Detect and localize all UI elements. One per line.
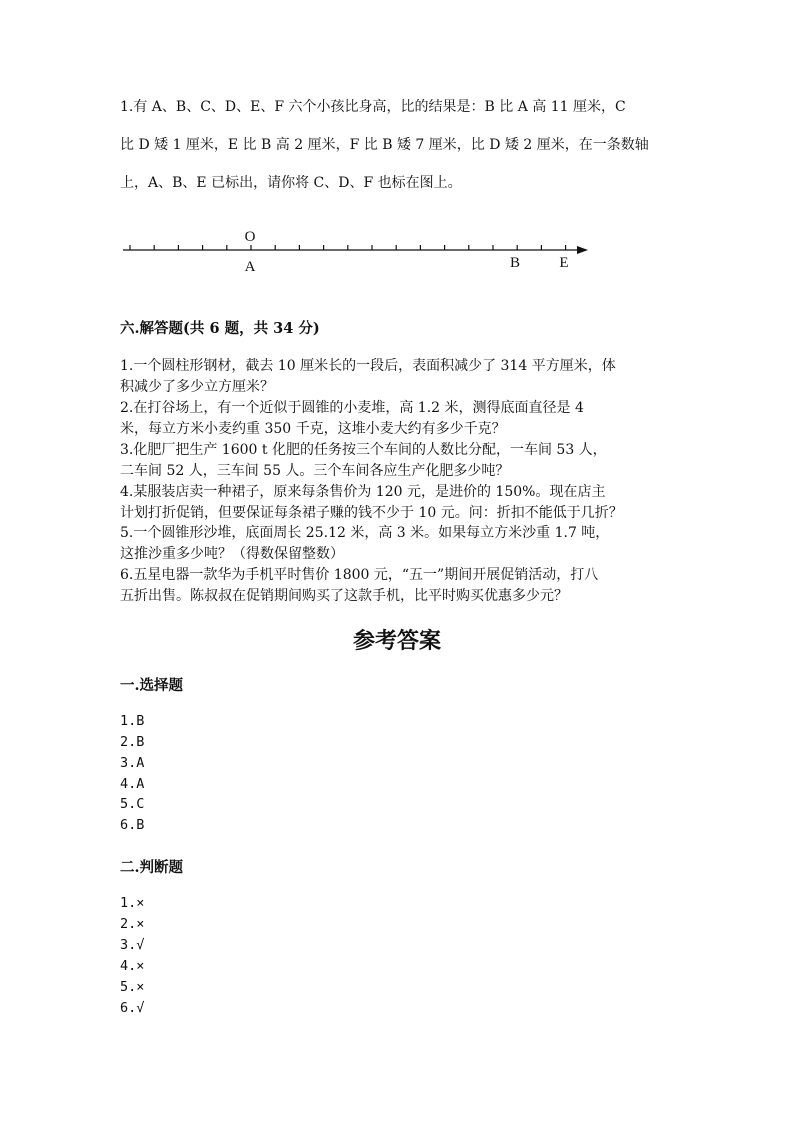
point-label-b: B — [509, 255, 521, 271]
question-3-line-2: 二车间 52 人，三车间 55 人。三个车间各应生产化肥多少吨？ — [120, 463, 510, 479]
problem-text-line-1: 1.有 A、B、C、D、E、F 六个小孩比身高，比的结果是：B 比 A 高 11 厘米，C — [120, 99, 626, 115]
problem-text-line-2: 比 D 矮 1 厘米，E 比 B 高 2 厘米，F 比 B 矮 7 厘米，比 D 矮 2 厘米，在一条数轴 — [120, 137, 649, 153]
question-2-line-2: 米，每立方米小麦约重 350 千克，这堆小麦大约有多少千克？ — [120, 421, 506, 437]
choice-heading: 一.选择题 — [120, 677, 184, 694]
judge-answer-1: 1.× — [120, 895, 145, 911]
question-6-line-2: 五折出售。陈叔叔在促销期间购买了这款手机，比平时购买优惠多少元？ — [120, 588, 568, 604]
number-line-ticks — [130, 245, 566, 250]
origin-label: O — [244, 229, 256, 245]
question-5-line-2: 这推沙重多少吨？（得数保留整数） — [120, 546, 344, 562]
question-1-line-2: 积减少了多少立方厘米？ — [120, 379, 274, 395]
point-label-e: E — [559, 255, 569, 271]
number-line-arrow — [577, 246, 588, 254]
point-label-a: A — [244, 259, 256, 274]
question-5-line-1: 5.一个圆锥形沙堆，底面周长 25.12 米，高 3 米。如果每立方米沙重 1.7 吨， — [120, 525, 610, 541]
question-3-line-1: 3.化肥厂把生产 1600 t 化肥的任务按三个车间的人数比分配，一车间 53 人， — [120, 442, 607, 458]
question-2-line-1: 2.在打谷场上，有一个近似于圆锥的小麦堆，高 1.2 米，测得底面直径是 4 — [120, 400, 584, 416]
judge-answer-3: 3.√ — [120, 937, 145, 953]
choice-answer-4: 4.A — [120, 776, 145, 792]
judge-answer-2: 2.× — [120, 916, 145, 932]
problem-text-line-3: 上，A、B、E 已标出，请你将 C、D、F 也标在图上。 — [120, 175, 462, 191]
section-6-heading: 六.解答题(共 6 题，共 34 分) — [120, 320, 320, 337]
judge-answer-5: 5.× — [120, 979, 145, 995]
choice-answer-5: 5.C — [120, 796, 145, 812]
question-4-line-1: 4.某服装店卖一种裙子，原来每条售价为 120 元，是进价的 150%。现在店主 — [120, 484, 606, 500]
answers-title: 参考答案 — [352, 628, 441, 654]
judge-heading: 二.判断题 — [120, 859, 184, 876]
judge-answer-6: 6.√ — [120, 1000, 145, 1016]
question-4-line-2: 计划打折促销，但要保证每条裙子赚的钱不少于 10 元。问：折扣不能低于几折？ — [120, 505, 623, 521]
question-1-line-1: 1.一个圆柱形钢材，截去 10 厘米长的一段后，表面积减少了 314 平方厘米，体 — [120, 358, 616, 374]
choice-answer-3: 3.A — [120, 755, 145, 771]
choice-answer-6: 6.B — [120, 817, 145, 833]
choice-answer-2: 2.B — [120, 734, 145, 750]
choice-answer-1: 1.B — [120, 713, 145, 729]
judge-answer-4: 4.× — [120, 958, 145, 974]
number-line — [115, 224, 595, 274]
question-6-line-1: 6.五星电器一款华为手机平时售价 1800 元，“五一”期间开展促销活动，打八 — [120, 567, 599, 583]
